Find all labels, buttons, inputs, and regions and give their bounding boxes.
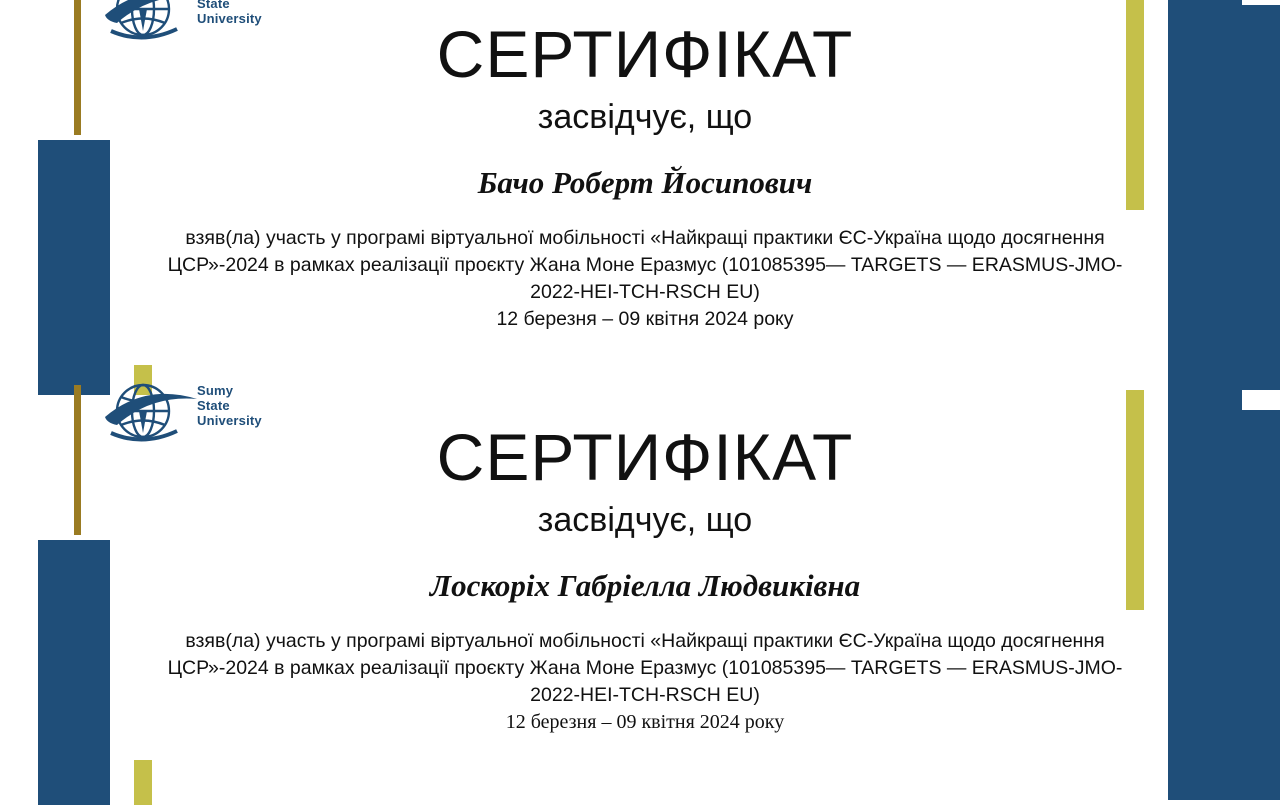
decorative-bar-navy-right <box>1168 0 1242 390</box>
decorative-bar-navy-left <box>38 140 110 405</box>
certificate-dates: 12 березня – 09 квітня 2024 року <box>505 711 785 733</box>
logo-line-3: University <box>197 413 262 428</box>
decorative-bar-navy-edge <box>1242 410 1280 800</box>
logo-line-2: State <box>197 0 230 11</box>
recipient-name: Бачо Роберт Йосипович <box>477 165 813 200</box>
decorative-bar-navy-right <box>1168 390 1242 800</box>
certificate-title: СЕРТИФІКАТ <box>436 420 854 494</box>
logo-line-1: Sumy <box>197 383 234 398</box>
recipient-name: Лоскоріх Габріелла Людвиківна <box>429 568 861 603</box>
certificate-card <box>0 383 1280 800</box>
decorative-bar-navy-left <box>38 540 110 805</box>
decorative-bar-gold-left <box>74 385 81 535</box>
decorative-bar-olive-small <box>134 760 152 805</box>
certificate-subtitle: засвідчує, що <box>537 501 753 539</box>
certificate-body: взяв(ла) участь у програмі віртуальної мобільності «Найкращі практики ЄС-Україна щодо досягнення ЦСР»-2024 в рамках реалізації проєкту Жана Моне Еразмус (101085395— TARGETS — ERASMUS-JMO-2022-HEI-TCH-RSCH EU) <box>167 630 1123 706</box>
certificate-title: СЕРТИФІКАТ <box>436 17 854 91</box>
certificate-body: взяв(ла) участь у програмі віртуальної мобільності «Найкращі практики ЄС-Україна щодо досягнення ЦСР»-2024 в рамках реалізації проєкту Жана Моне Еразмус (101085395— TARGETS — ERASMUS-JMO-2022-HEI-TCH-RSCH EU) <box>167 227 1123 303</box>
decorative-bar-gold-left <box>74 0 81 135</box>
logo-line-3: University <box>197 11 262 26</box>
logo-line-2: State <box>197 398 230 413</box>
decorative-bar-navy-edge <box>1242 5 1280 390</box>
certificate-dates: 12 березня – 09 квітня 2024 року <box>496 308 794 330</box>
certificate-subtitle: засвідчує, що <box>537 98 753 136</box>
certificate-card <box>0 0 1280 395</box>
